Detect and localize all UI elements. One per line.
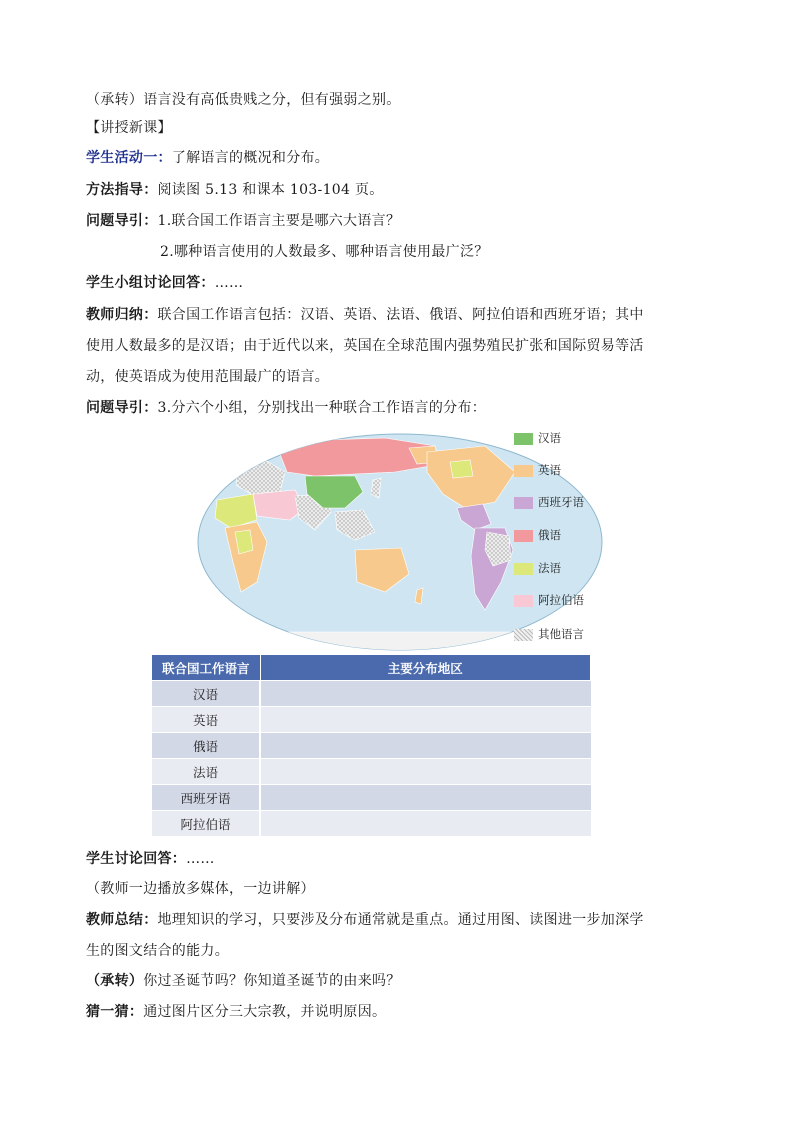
student-discussion-answer-text: …… [186,851,215,867]
legend-swatch [514,530,533,542]
teacher-conclusion-label: 教师总结： [86,912,158,928]
legend-label: 阿拉伯语 [538,593,584,607]
question-guide-1 [86,211,400,231]
teacher-summary-1-label: 教师归纳： [86,307,158,323]
legend-item-chinese [514,431,561,447]
student-activity-1-label: 学生活动一： [86,150,172,166]
legend-swatch [514,465,533,477]
antarctica-region [255,632,545,652]
table-row [152,707,591,733]
teacher-note: （教师一边播放多媒体，一边讲解） [86,881,315,897]
teacher-summary-1-text: 联合国工作语言包括：汉语、英语、法语、俄语、阿拉伯语和西班牙语；其中 [157,307,644,323]
question-guide-1-text: 1.联合国工作语言主要是哪六大语言？ [157,213,401,229]
question-guide-3 [86,398,486,418]
guess-activity [86,1002,386,1022]
table-cell-region[interactable] [260,707,591,733]
transition-line-2-label: （承转） [86,973,144,989]
guess-activity-text: 通过图片区分三大宗教，并说明原因。 [143,1004,387,1020]
table-cell-region[interactable] [260,759,591,785]
table-cell-language: 西班牙语 [152,785,260,811]
legend-swatch [514,629,533,641]
section-heading-new-lesson: 【讲授新课】 [86,120,172,136]
legend-swatch [514,595,533,607]
legend-swatch [514,563,533,575]
table-row [152,733,591,759]
table-cell-language: 法语 [152,759,260,785]
table-header-row [152,655,591,681]
teacher-conclusion-text: 地理知识的学习，只要涉及分布通常就是重点。通过用图、读图进一步加深学 [157,912,644,928]
legend-swatch [514,497,533,509]
question-guide-2: 2.哪种语言使用的人数最多、哪种语言使用最广泛？ [160,244,489,260]
method-guide-label: 方法指导： [86,182,158,198]
student-discussion-answer-label: 学生讨论回答： [86,851,187,867]
language-distribution-table [152,655,591,836]
legend-item-french [514,561,561,577]
student-discussion-answer [86,849,215,869]
student-group-answer-label: 学生小组讨论回答： [86,275,215,291]
method-guide [86,180,384,200]
table-cell-language: 阿拉伯语 [152,811,260,837]
quebec-region [450,460,473,478]
table-row [152,759,591,785]
table-row [152,811,591,837]
legend-item-spanish [514,495,584,511]
teacher-summary-1 [86,305,644,325]
question-guide-3-label: 问题导引： [86,400,158,416]
legend-item-arabic [514,593,584,609]
legend-item-other [514,627,584,643]
table-header-region: 主要分布地区 [260,655,591,681]
table-row [152,785,591,811]
transition-line-1: （承转）语言没有高低贵贱之分，但有强弱之别。 [86,92,401,108]
table-row [152,681,591,707]
student-activity-1-text: 了解语言的概况和分布。 [171,150,330,166]
table-cell-region[interactable] [260,681,591,707]
legend-label: 西班牙语 [538,495,584,509]
teacher-conclusion [86,910,644,930]
teacher-summary-1-cont2: 动，使英语成为使用范围最广的语言。 [86,369,330,385]
legend-label: 其他语言 [538,627,584,641]
table-cell-region[interactable] [260,733,591,759]
table-cell-region[interactable] [260,785,591,811]
student-group-answer [86,273,243,293]
legend-label: 法语 [538,561,561,575]
legend-item-russian [514,528,561,544]
transition-line-2-text: 你过圣诞节吗？你知道圣诞节的由来吗？ [143,973,401,989]
table-header-language: 联合国工作语言 [152,655,260,681]
guess-activity-label: 猜一猜： [86,1004,144,1020]
student-group-answer-text: …… [214,275,244,291]
legend-label: 俄语 [538,528,561,542]
student-activity-1 [86,148,329,168]
teacher-conclusion-cont: 生的图文结合的能力。 [86,943,229,959]
transition-line-2 [86,971,401,991]
legend-label: 英语 [538,463,561,477]
question-guide-3-text: 3.分六个小组，分别找出一种联合工作语言的分布： [157,400,487,416]
method-guide-text: 阅读图 5.13 和课本 103-104 页。 [157,182,384,198]
legend-swatch [514,433,533,445]
table-cell-language: 俄语 [152,733,260,759]
table-cell-language: 汉语 [152,681,260,707]
legend-item-english [514,463,561,479]
teacher-summary-1-cont: 使用人数最多的是汉语；由于近代以来，英国在全球范围内强势殖民扩张和国际贸易等活 [86,338,644,354]
legend-label: 汉语 [538,431,561,445]
table-cell-region[interactable] [260,811,591,837]
table-cell-language: 英语 [152,707,260,733]
question-guide-1-label: 问题导引： [86,213,158,229]
